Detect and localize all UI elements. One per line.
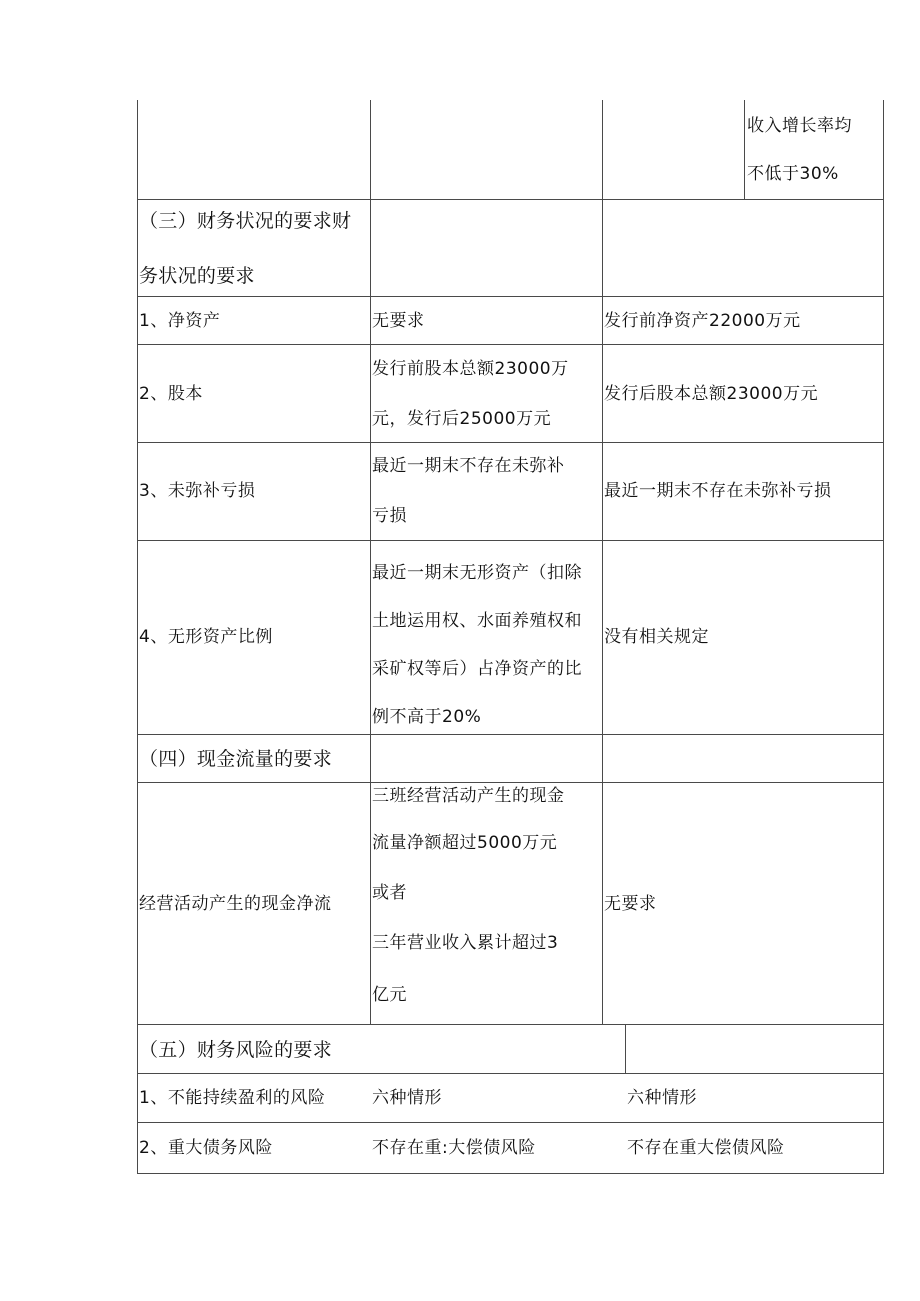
main-board-major-debt-risk: 不存在重:大偿债风险 (372, 1138, 536, 1158)
section-heading-financial-status-line2: 务状况的要求 (139, 265, 255, 287)
row-divider (137, 734, 884, 735)
main-board-share-capital-line2: 元，发行后25000万元 (372, 409, 552, 429)
item-net-assets: 1、净资产 (139, 311, 221, 331)
growth-rate-text-line2: 不低于30% (747, 164, 839, 184)
column-divider (602, 100, 603, 1025)
main-board-sustainable-profit-risk: 六种情形 (372, 1088, 442, 1108)
main-board-uncovered-losses-line1: 最近一期末不存在未弥补 (372, 456, 565, 476)
row-divider (137, 782, 884, 783)
row-divider (137, 540, 884, 541)
main-board-intangible-ratio-line2: 土地运用权、水面养殖权和 (372, 611, 582, 631)
main-board-cash-flow-line2: 流量净额超过5000万元 (372, 833, 558, 853)
gem-share-capital: 发行后股本总额23000万元 (604, 384, 819, 404)
section-heading-financial-risk: （五）财务风险的要求 (139, 1039, 333, 1061)
section-heading-cash-flow: （四）现金流量的要求 (139, 748, 333, 770)
item-major-debt-risk: 2、重大债务风险 (139, 1138, 273, 1158)
row-divider (137, 344, 884, 345)
row-divider (137, 296, 884, 297)
gem-cash-flow: 无要求 (604, 894, 657, 914)
main-board-cash-flow-line4: 三年营业收入累计超过3 (372, 933, 559, 953)
gem-uncovered-losses: 最近一期末不存在未弥补亏损 (604, 481, 832, 501)
table-right-border (883, 100, 884, 1174)
main-board-intangible-ratio-line4: 例不高于20% (372, 707, 482, 727)
row-divider (137, 1173, 884, 1174)
growth-rate-text-line1: 收入增长率均 (747, 116, 852, 136)
column-divider (370, 100, 371, 1025)
main-board-cash-flow-line1: 三班经营活动产生的现金 (372, 786, 565, 806)
main-board-share-capital-line1: 发行前股本总额23000万 (372, 359, 569, 379)
column-divider (625, 1024, 626, 1074)
item-share-capital: 2、股本 (139, 384, 203, 404)
main-board-intangible-ratio-line3: 采矿权等后）占净资产的比 (372, 659, 582, 679)
gem-intangible-ratio: 没有相关规定 (604, 627, 709, 647)
main-board-net-assets: 无要求 (372, 311, 425, 331)
row-divider (137, 1024, 884, 1025)
section-heading-financial-status-line1: （三）财务状况的要求财 (139, 210, 352, 232)
main-board-uncovered-losses-line2: 亏损 (372, 506, 407, 526)
gem-net-assets: 发行前净资产22000万元 (604, 311, 801, 331)
column-divider (744, 100, 745, 200)
item-uncovered-losses: 3、未弥补亏损 (139, 481, 256, 501)
item-sustainable-profit-risk: 1、不能持续盈利的风险 (139, 1088, 326, 1108)
gem-sustainable-profit-risk: 六种情形 (627, 1088, 697, 1108)
main-board-cash-flow-line3: 或者 (372, 883, 407, 903)
item-operating-cash-flow: 经营活动产生的现金净流 (139, 894, 332, 914)
row-divider (137, 1122, 884, 1123)
table-left-border (137, 100, 138, 1174)
row-divider (137, 1073, 884, 1074)
main-board-intangible-ratio-line1: 最近一期末无形资产（扣除 (372, 563, 582, 583)
item-intangible-ratio: 4、无形资产比例 (139, 627, 273, 647)
row-divider (137, 442, 884, 443)
gem-major-debt-risk: 不存在重大偿债风险 (627, 1138, 785, 1158)
main-board-cash-flow-line5: 亿元 (372, 985, 407, 1005)
row-divider (137, 199, 884, 200)
